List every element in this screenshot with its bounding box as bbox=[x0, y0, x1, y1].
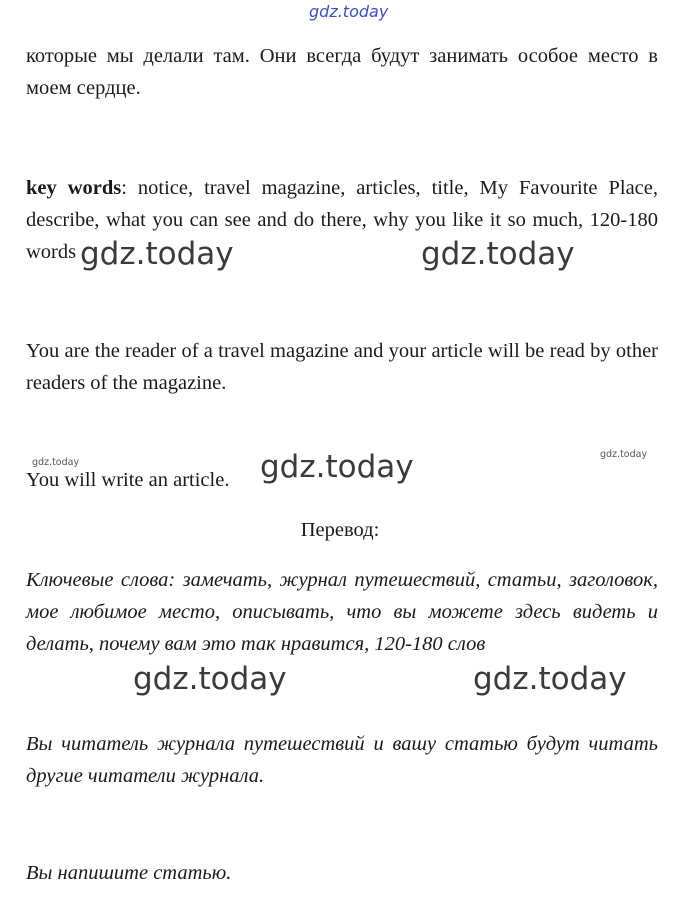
reader-paragraph-ru: Вы читатель журнала путешествий и вашу статью будут читать другие читатели журнала. bbox=[26, 733, 658, 787]
write-paragraph: You will write an article. bbox=[26, 469, 230, 491]
watermark-large-5: gdz.today bbox=[473, 661, 627, 697]
keywords-text: : notice, travel magazine, articles, title, My Favourite Place, describe, what you can see and do there, why you like it so much, 120-180 words bbox=[26, 177, 658, 263]
reader-paragraph: You are the reader of a travel magazine and your article will be read by other readers of the magazine. bbox=[26, 340, 658, 394]
translation-heading: Перевод: bbox=[300, 519, 380, 541]
watermark-large-1: gdz.today bbox=[80, 236, 234, 272]
keywords-paragraph-ru: Ключевые слова: замечать, журнал путешествий, статьи, заголовок, мое любимое место, описывать, что вы можете здесь видеть и делать, почему вам это так нравится, 120-180 слов bbox=[26, 569, 658, 655]
watermark-small-2: gdz.today bbox=[600, 449, 648, 460]
watermark-large-3: gdz.today bbox=[260, 449, 414, 485]
write-paragraph-ru: Вы напишите статью. bbox=[26, 862, 232, 884]
intro-paragraph-ru: которые мы делали там. Они всегда будут занимать особое место в моем сердце. bbox=[26, 45, 658, 99]
watermark-large-2: gdz.today bbox=[421, 236, 575, 272]
watermark-large-4: gdz.today bbox=[133, 661, 287, 697]
watermark-small-1: gdz.today bbox=[32, 457, 80, 468]
keywords-label: key words bbox=[26, 177, 122, 199]
watermark-top: gdz.today bbox=[309, 2, 389, 21]
